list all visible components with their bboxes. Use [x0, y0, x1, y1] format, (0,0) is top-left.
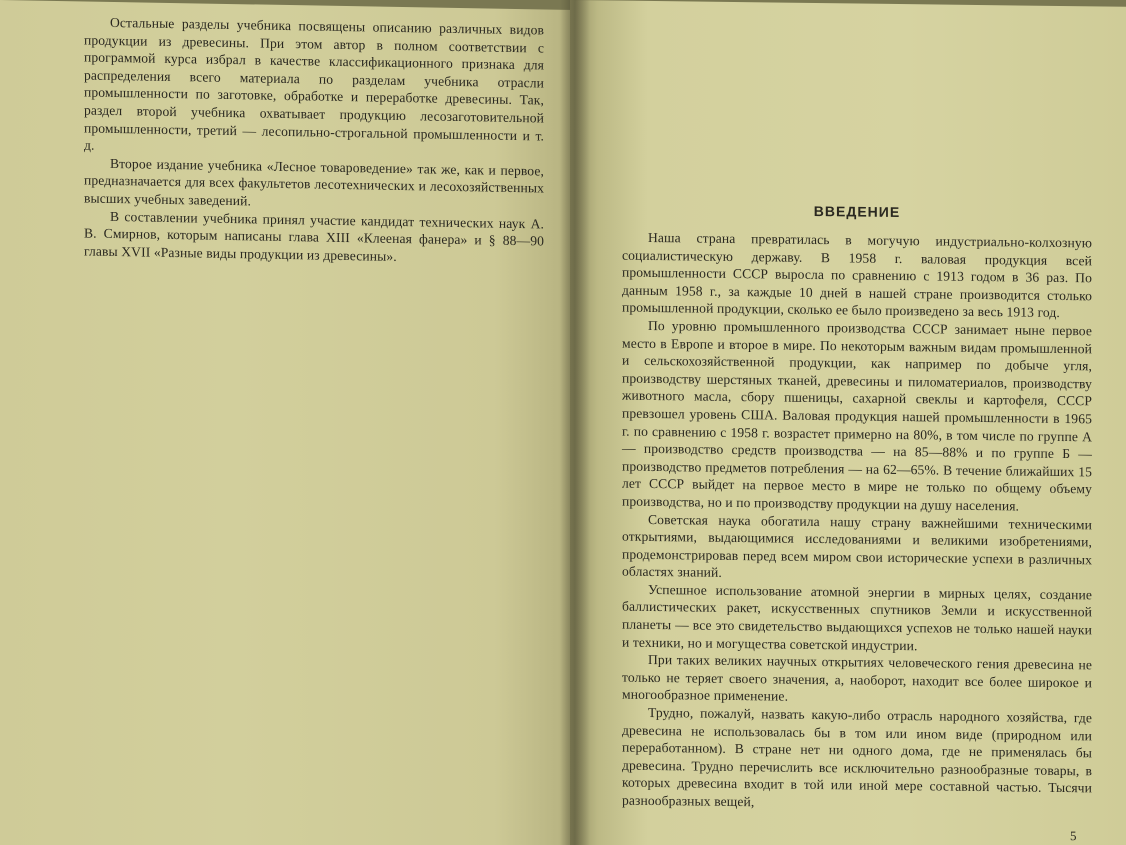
- left-paragraph-2: Второе издание учебника «Лесное товароведение» так же, как и первое, предназначается для всех факультетов лесотехнических и лесохозяйственных высших учебных заведений.: [84, 155, 544, 209]
- left-paragraph-1: Остальные разделы учебника посвящены описанию различных видов продукции из древесины. При этом автор в полном соответствии с программой курса избрал в качестве классификационного признака для распределения всего материала по разделам учебника отрасли промышленности по заготовке, обработке и переработке древесины. Так, раздел второй учебника охватывает продукцию лесозаготовительной промышленности, третий — лесопильно-строгальной промышленности и т. д.: [84, 14, 544, 153]
- right-paragraph-3: Советская наука обогатила нашу страну важнейшими техническими открытиями, выдающимися исследованиями и великими изобретениями, продемонстрировав перед всем миром свои исторические успехи в различных областях знаний.: [622, 511, 1092, 581]
- page-number: 5: [1070, 828, 1077, 844]
- left-page-text: [84, 13, 544, 267]
- right-paragraph-6: Трудно, пожалуй, назвать какую-либо отрасль народного хозяйства, где древесина не использовалась бы в том или ином виде (природном или переработанном). В стране нет ни одного дома, где не применялась бы древесина. Трудно перечислить все исключительно разнообразные товары, в которых древесина входит в той или иной мере составной частью. Тысячи разнообразных вещей,: [622, 704, 1092, 810]
- section-heading: ВВЕДЕНИЕ: [813, 202, 901, 221]
- right-page-text: [622, 229, 1092, 815]
- right-paragraph-2: По уровню промышленного производства СССР занимает ныне первое место в Европе и второе в мире. По некоторым важным видам промышленной и сельскохозяйственной продукции, как например по добыче угля, производству шерстяных тканей, древесины и пиломатериалов, производству животного масла, сбору пшеницы, сахарной свеклы и картофеля, СССР превзошел уровень США. Валовая продукция нашей промышленности в 1965 г. по сравнению с 1958 г. возрастет примерно на 80%, в том числе по группе А — производство средств производства — на 85—88% и по группе Б — производство предметов потребления — на 62—65%. В течение ближайших 15 лет СССР выйдет на первое место в мире не только по общему объему производства, но и по производству продукции на душу населения.: [622, 317, 1092, 514]
- right-paragraph-4: Успешное использование атомной энергии в мирных целях, создание баллистических ракет, искусственных спутников Земли и искусственной планеты — все это свидетельство выдающихся успехов не только нашей науки и техники, но и могущества советской индустрии.: [622, 581, 1092, 653]
- right-paragraph-1: Наша страна превратилась в могучую индустриально-колхозную социалистическую державу. В 1958 г. валовая продукция всей промышленности СССР выросла по сравнению с 1913 годом в 36 раз. По данным 1958 г., за каждые 10 дней в нашей стране производится столько промышленной продукции, сколько ее было произведено за весь 1913 год.: [622, 229, 1092, 321]
- left-paragraph-3: В составлении учебника принял участие кандидат технических наук А. В. Смирнов, которым написаны глава XIII «Клееная фанера» и § 88—90 главы XVII «Разные виды продукции из древесины».: [84, 208, 544, 264]
- right-page: [570, 0, 1126, 845]
- right-paragraph-5: При таких великих научных открытиях человеческого гения древесина не только не теряет своего значения, а, наоборот, находит все более широкое и многообразное применение.: [622, 652, 1092, 705]
